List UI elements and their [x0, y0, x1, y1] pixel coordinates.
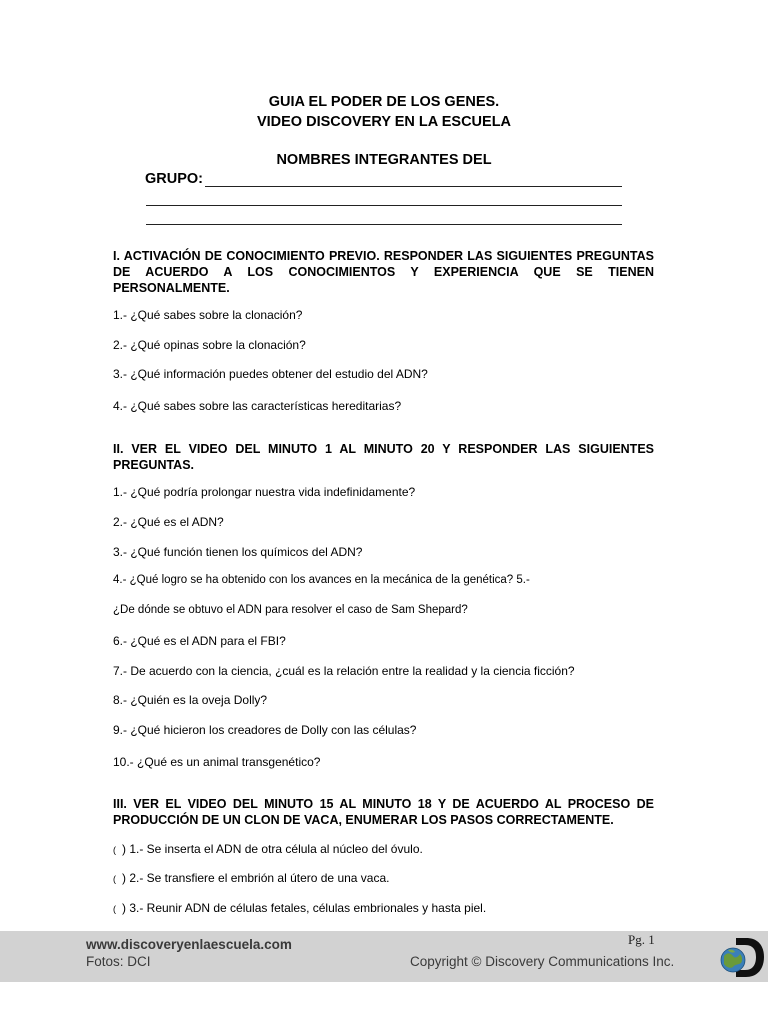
s1-question-4: 4.- ¿Qué sabes sobre las características hereditarias?	[113, 399, 402, 413]
s3-step-3	[113, 901, 486, 915]
s2-question-7: 7.- De acuerdo con la ciencia, ¿cuál es la relación entre la realidad y la ciencia ficción?	[113, 664, 575, 678]
step-2-paren[interactable]: (	[113, 874, 116, 884]
footer-url[interactable]: www.discoveryenlaescuela.com	[86, 937, 292, 952]
page-footer	[0, 931, 768, 982]
step-3-text: ) 3.- Reunir ADN de células fetales, células embrionales y hasta piel.	[122, 901, 487, 915]
title-line-2: VIDEO DISCOVERY EN LA ESCUELA	[256, 114, 512, 130]
step-3-paren[interactable]: (	[113, 904, 116, 914]
title-line-1: GUIA EL PODER DE LOS GENES.	[268, 94, 500, 110]
s2-question-4: 4.- ¿Qué logro se ha obtenido con los avances en la mecánica de la genética? 5.-	[113, 574, 530, 586]
s2-question-9: 9.- ¿Qué hicieron los creadores de Dolly con las células?	[113, 723, 417, 737]
s1-question-2: 2.- ¿Qué opinas sobre la clonación?	[113, 338, 306, 352]
s2-question-1: 1.- ¿Qué podría prolongar nuestra vida indefinidamente?	[113, 485, 416, 499]
s2-question-3: 3.- ¿Qué función tienen los químicos del ADN?	[113, 545, 363, 559]
s1-question-3: 3.- ¿Qué información puedes obtener del estudio del ADN?	[113, 367, 428, 381]
s2-question-2: 2.- ¿Qué es el ADN?	[113, 515, 224, 529]
group-label: GRUPO:	[145, 171, 203, 187]
blank-line-1[interactable]	[146, 205, 622, 206]
s3-step-2	[113, 871, 389, 885]
s2-question-6: 6.- ¿Qué es el ADN para el FBI?	[113, 634, 286, 648]
blank-line-2[interactable]	[146, 224, 622, 225]
s2-question-5: ¿De dónde se obtuvo el ADN para resolver el caso de Sam Shepard?	[113, 604, 468, 616]
s2-question-8: 8.- ¿Quién es la oveja Dolly?	[113, 693, 268, 707]
section-1-heading: I. ACTIVACIÓN DE CONOCIMIENTO PREVIO. RESPONDER LAS SIGUIENTES PREGUNTAS DE ACUERDO A LOS CONOCIMIENTOS Y EXPERIENCIA QUE SE TIENEN PERSONALMENTE.	[113, 249, 654, 295]
step-1-text: ) 1.- Se inserta el ADN de otra célula al núcleo del óvulo.	[122, 842, 423, 856]
page-number: Pg. 1	[628, 932, 655, 947]
s3-step-1	[113, 842, 423, 856]
s1-question-1: 1.- ¿Qué sabes sobre la clonación?	[113, 308, 303, 322]
discovery-logo-icon	[716, 934, 766, 980]
footer-photos-credit: Fotos: DCI	[86, 954, 151, 969]
step-1-paren[interactable]: (	[113, 845, 116, 855]
footer-copyright: Copyright © Discovery Communications Inc.	[410, 954, 675, 969]
s2-question-10: 10.- ¿Qué es un animal transgenético?	[113, 755, 321, 769]
group-name-line[interactable]	[205, 186, 622, 187]
names-heading: NOMBRES INTEGRANTES DEL	[276, 152, 492, 168]
section-2-heading: II. VER EL VIDEO DEL MINUTO 1 AL MINUTO 20 Y RESPONDER LAS SIGUIENTES PREGUNTAS.	[113, 442, 654, 472]
section-3-heading: III. VER EL VIDEO DEL MINUTO 15 AL MINUTO 18 Y DE ACUERDO AL PROCESO DE PRODUCCIÓN DE UN CLON DE VACA, ENUMERAR LOS PASOS CORRECTAMENTE.	[113, 797, 654, 827]
step-2-text: ) 2.- Se transfiere el embrión al útero de una vaca.	[122, 871, 390, 885]
